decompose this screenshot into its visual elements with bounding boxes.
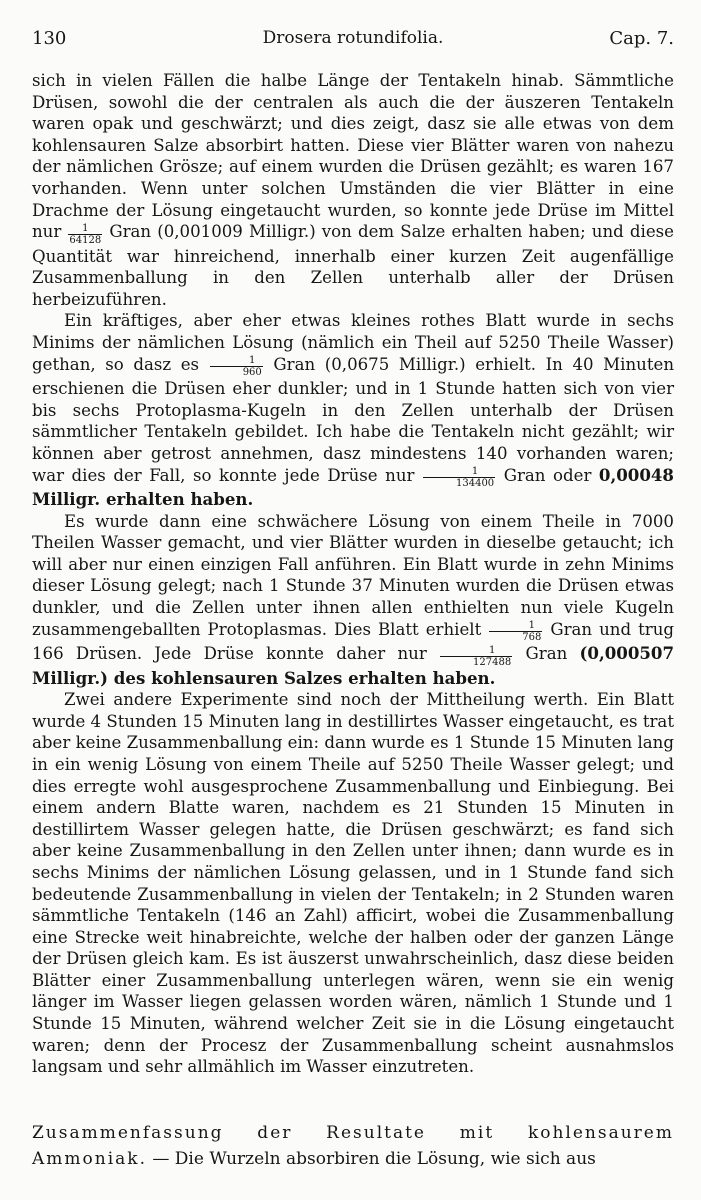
paragraph-2-part-b: Gran (0,0675 Milligr.) erhielt. In 40 Minuten erschienen die Drüsen eher dunkler; und in 1 Stunde hatten sich von vier bis sechs Protoplasma-Kugeln in den Zellen unterhalb der Drüsen sämmtlicher Tentakeln gebildet. Ich habe die Tentakeln nicht gezählt; wir können aber getrost annehmen, dasz mindestens 140 vorhanden waren; war dies der Fall, so konnte jede Drüse nur bbox=[32, 354, 675, 485]
summary-heading: Zusammenfassung der Resultate mit kohlensaurem Ammoniak. bbox=[32, 1123, 674, 1169]
paragraph-2-part-a: Ein kräftiges, aber eher etwas kleines rothes Blatt wurde in sechs Minims der nämlichen Lösung (nämlich ein Theil auf 5250 Theile Wasser) gethan, so dasz es bbox=[32, 311, 674, 374]
fraction-denominator: 960 bbox=[242, 367, 262, 379]
paragraph-2-part-c: Gran oder bbox=[503, 465, 592, 485]
chapter-label: Cap. 7. bbox=[609, 28, 674, 49]
fraction-denominator: 134400 bbox=[456, 478, 495, 489]
fraction-numerator: 1 bbox=[440, 645, 512, 657]
book-page bbox=[32, 28, 674, 1188]
fraction-denominator: 127488 bbox=[473, 656, 512, 668]
fraction-denominator: 64128 bbox=[69, 234, 102, 246]
paragraph-3-bold: (0,000507 Milligr.) des kohlensauren Salzes erhalten haben. bbox=[32, 643, 674, 688]
fraction-numerator: 1 bbox=[489, 620, 542, 632]
fraction-numerator: 1 bbox=[210, 355, 263, 367]
paragraph-2-bold: 0,00048 Milligr. erhalten haben. bbox=[32, 464, 674, 509]
summary-text: — Die Wurzeln absorbiren die Lösung, wie sich aus bbox=[152, 1149, 596, 1169]
running-header bbox=[32, 28, 674, 52]
paragraph-3-part-a: Es wurde dann eine schwächere Lösung von einem Theile in 7000 Theilen Wasser gemacht, und vier Blätter wurden in dieselbe getaucht; ich will aber nur einen einzigen Fall anführen. Ein Blatt wurde in zehn Minims dieser Lösung gelegt; nach 1 Stunde 37 Minuten wurden die Drüsen etwas dunkler, und die Zellen unter ihnen allen enthielten nun viele Kugeln zusammengeballten Protoplasmas. Dies Blatt erhielt bbox=[32, 511, 674, 639]
fraction bbox=[68, 223, 102, 246]
page-number: 130 bbox=[32, 28, 67, 49]
fraction-denominator: 768 bbox=[522, 632, 542, 644]
paragraph-1-part-b: Gran (0,001009 Milligr.) von dem Salze erhalten haben; und diese Quantität war hinreichend, innerhalb einer kurzen Zeit augenfällige Zusammenballung in den Zellen unterhalb aller der Drüsen herbeizuführen. bbox=[32, 222, 674, 309]
paragraph-1-part-a: sich in vielen Fällen die halbe Länge der Tentakeln hinab. Sämmtliche Drüsen, sowohl die der centralen als auch die der äuszeren Tentakeln waren opak und geschwärzt; und dies zeigt, dasz sie alle etwas von dem kohlensauren Salze absorbirt hatten. Diese vier Blätter waren von nahezu der nämlichen Grösze; auf einem wurden die Drüsen gezählt; es waren 167 vorhanden. Wenn unter solchen Umständen die vier Blätter in eine Drachme der Lösung eingetaucht wurden, so konnte jede Drüse im Mittel nur bbox=[32, 71, 674, 242]
running-title: Drosera rotundifolia. bbox=[262, 28, 444, 48]
body-text bbox=[32, 70, 674, 1105]
fraction-numerator: 1 bbox=[68, 223, 102, 235]
paragraph-3-part-b: Gran und trug 166 Drüsen. Jede Drüse konnte daher nur bbox=[32, 619, 674, 664]
paragraph-3 bbox=[32, 511, 674, 690]
fraction bbox=[440, 645, 512, 668]
summary-section bbox=[32, 1120, 674, 1172]
paragraph-3-part-c: Gran bbox=[525, 644, 568, 664]
fraction bbox=[489, 620, 542, 643]
paragraph-2 bbox=[32, 310, 674, 510]
fraction bbox=[210, 355, 263, 378]
fraction-numerator: 1 bbox=[423, 466, 495, 478]
paragraph-4: Zwei andere Experimente sind noch der Mittheilung werth. Ein Blatt wurde 4 Stunden 15 Minuten lang in destillirtes Wasser eingetaucht, es trat aber keine Zusammenballung ein: dann wurde es 1 Stunde 15 Minuten lang in ein wenig Lösung von einem Theile auf 5250 Theile Wasser gelegt; und dies erregte wohl ausgesprochene Zusammenballung und Einbiegung. Bei einem andern Blatte waren, nachdem es 21 Stunden 15 Minuten in destillirtem Wasser gelegen hatte, die Drüsen geschwärzt; es fand sich aber keine Zusammenballung in den Zellen unter ihnen; dann wurde es in sechs Minims der nämlichen Lösung gelassen, und in 1 Stunde fand sich bedeutende Zusammenballung in vielen der Tentakeln; in 2 Stunden waren sämmtliche Tentakeln (146 an Zahl) afficirt, wobei die Zusammenballung eine Strecke weit hinabreichte, welche der halben oder der ganzen Länge der Drüsen gleich kam. Es ist äuszerst unwahrscheinlich, dasz diese beiden Blätter einer Zusammenballung unterlegen wären, wenn sie ein wenig länger im Wasser liegen gelassen worden wären, nämlich 1 Stunde und 1 Stunde 15 Minuten, während welcher Zeit sie in die Lösung eingetaucht waren; denn der Procesz der Zusammenballung scheint ausnahmslos langsam und sehr allmählich im Wasser einzutreten. bbox=[32, 690, 674, 1077]
paragraph-1 bbox=[32, 70, 674, 310]
fraction bbox=[423, 466, 495, 489]
